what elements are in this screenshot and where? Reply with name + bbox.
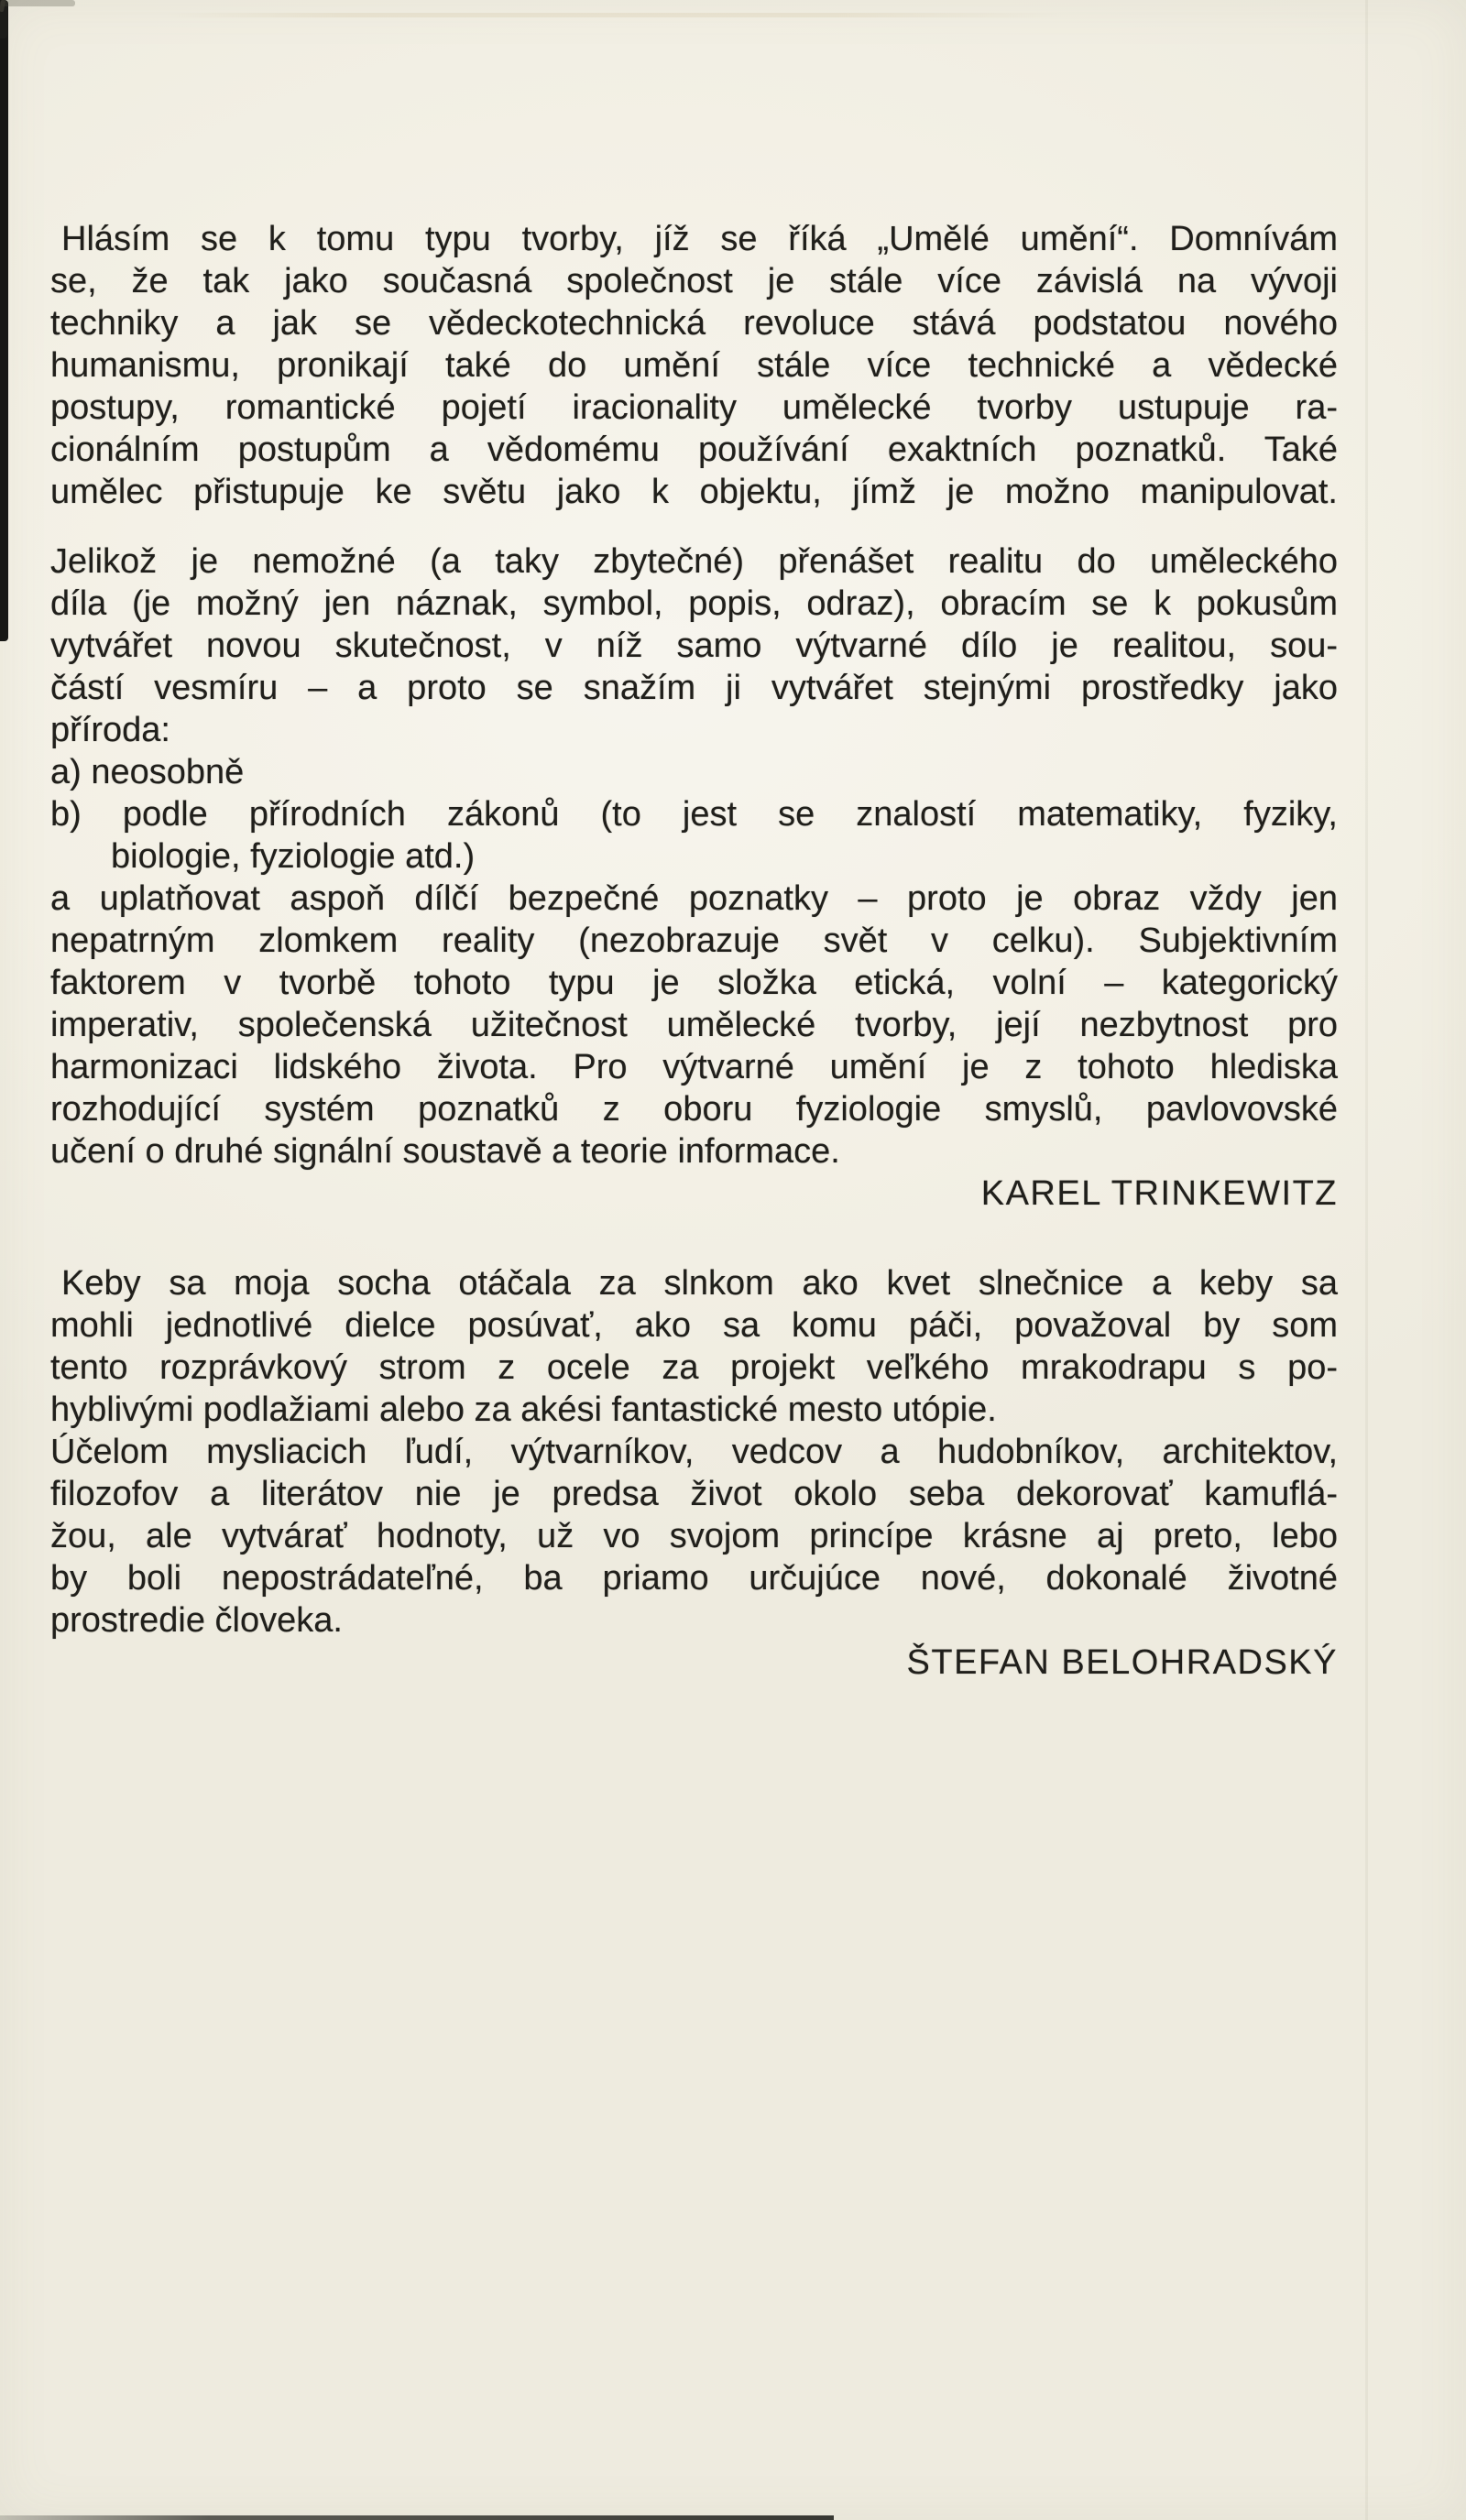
text-line: žou, ale vytvárať hodnoty, už vo svojom princípe krásne aj preto, lebo xyxy=(50,1517,1338,1555)
text-line: a uplatňovat aspoň dílčí bezpečné poznatky – proto je obraz vždy jen xyxy=(50,879,1338,918)
text-line: harmonizaci lidského života. Pro výtvarné umění je z tohoto hlediska xyxy=(50,1048,1338,1086)
text-line: umělec přistupuje ke světu jako k objektu, jímž je možno manipulovat. xyxy=(50,473,1338,511)
text-line: díla (je možný jen náznak, symbol, popis, odraz), obracím se k pokusům xyxy=(50,584,1338,623)
text-line: se, že tak jako současná společnost je stále více závislá na vývoji xyxy=(50,262,1338,300)
list-item-a: a) neosobně xyxy=(50,753,245,791)
text-line: Keby sa moja socha otáčala za slnkom ako kvet slnečnice a keby sa xyxy=(61,1264,1338,1303)
text-line: imperativ, společenská užitečnost umělecké tvorby, její nezbytnost pro xyxy=(50,1006,1338,1044)
paragraph-trinkewitz-1 xyxy=(50,218,1338,513)
scan-edge-artifact-bottom xyxy=(0,2515,834,2520)
text-line: Hlásím se k tomu typu tvorby, jíž se říká „Umělé umění“. Domnívám xyxy=(61,220,1338,258)
text-line: Účelom mysliacich ľudí, výtvarníkov, vedcov a hudobníkov, architektov, xyxy=(50,1433,1338,1471)
text-line: tento rozprávkový strom z ocele za projekt veľkého mrakodrapu s po- xyxy=(50,1348,1338,1387)
text-line: vytvářet novou skutečnost, v níž samo výtvarné dílo je realitou, sou- xyxy=(50,627,1338,665)
paragraph-belohradsky xyxy=(50,1262,1338,1684)
list-item-b: b) podle přírodních zákonů (to jest se znalostí matematiky, fyziky, xyxy=(50,795,1338,834)
text-line: nepatrným zlomkem reality (nezobrazuje svět v celku). Subjektivním xyxy=(50,922,1338,960)
text-line: učení o druhé signální soustavě a teorie informace. xyxy=(50,1132,840,1171)
text-line: techniky a jak se vědeckotechnická revoluce stává podstatou nového xyxy=(50,304,1338,343)
text-line: hyblivými podlažiami alebo za akési fantastické mesto utópie. xyxy=(50,1391,997,1429)
text-line: faktorem v tvorbě tohoto typu je složka etická, volní – kategorický xyxy=(50,964,1338,1002)
scan-smudge xyxy=(0,0,75,6)
paper-crease xyxy=(1365,0,1368,2520)
text-line: příroda: xyxy=(50,711,170,749)
text-line: prostredie človeka. xyxy=(50,1601,343,1640)
signature-stefan-belohradsky: ŠTEFAN BELOHRADSKÝ xyxy=(906,1643,1338,1682)
text-line: by boli nepostrádateľné, ba priamo určujúce nové, dokonalé životné xyxy=(50,1559,1338,1598)
signature-karel-trinkewitz: KAREL TRINKEWITZ xyxy=(980,1174,1338,1213)
text-line: filozofov a literátov nie je predsa život okolo seba dekorovať kamuflá- xyxy=(50,1475,1338,1513)
list-item-b-continuation: biologie, fyziologie atd.) xyxy=(111,837,476,876)
text-line: cionálním postupům a vědomému používání exaktních poznatků. Také xyxy=(50,431,1338,469)
text-line: mohli jednotlivé dielce posúvať, ako sa komu páči, považoval by som xyxy=(50,1306,1338,1345)
paragraph-trinkewitz-2 xyxy=(50,540,1338,1215)
text-line: humanismu, pronikají také do umění stále více technické a vědecké xyxy=(50,346,1338,385)
text-line: Jelikož je nemožné (a taky zbytečné) přenášet realitu do uměleckého xyxy=(50,542,1338,581)
text-line: částí vesmíru – a proto se snažím ji vytvářet stejnými prostředky jako xyxy=(50,669,1338,707)
scan-edge-artifact-left xyxy=(0,0,8,641)
text-line: postupy, romantické pojetí iracionality umělecké tvorby ustupuje ra- xyxy=(50,388,1338,427)
text-line: rozhodující systém poznatků z oboru fyziologie smyslů, pavlovovské xyxy=(50,1090,1338,1129)
paper-discoloration-band xyxy=(165,13,1063,17)
